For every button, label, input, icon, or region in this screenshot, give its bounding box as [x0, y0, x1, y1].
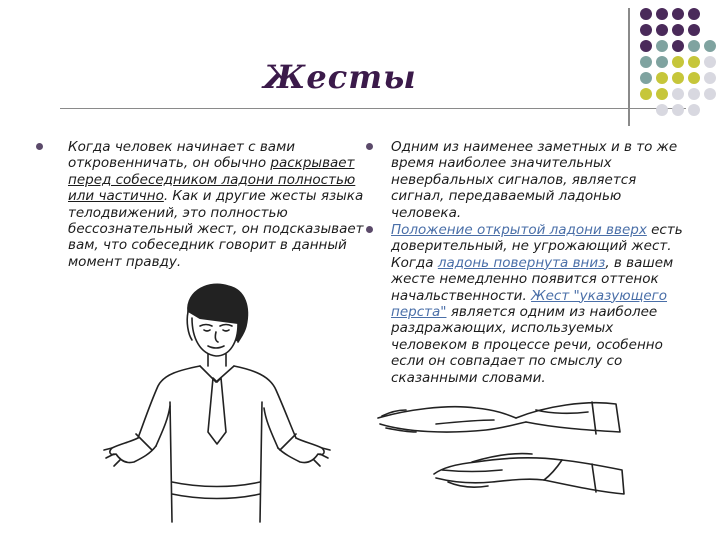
right-text-part: является одним из наиболее раздражающих, используемых человеком в процессе речи, особенно если он совпадает по смыслу со сказанными словами.: [391, 304, 663, 386]
right-paragraphs: [391, 139, 693, 386]
open-palms-link[interactable]: раскрывает перед собеседником ладони полностью или частично: [68, 155, 356, 205]
right-text-part: , в вашем жесте немедленно появится оттенок начальственности.: [391, 254, 674, 304]
pointing-finger-link[interactable]: Жест "указующего перста": [391, 287, 668, 321]
palm-up-link[interactable]: Положение открытой ладони вверх: [391, 222, 647, 239]
right-paragraph-1: Одним из наименее заметных и в то же время наиболее значительных невербальных сигналов, является сигнал, передаваемый ладонью человека.: [391, 139, 678, 221]
right-text-part: есть доверительный, не угрожающий жест. Когда: [391, 222, 683, 271]
palm-down-link[interactable]: ладонь повернута вниз: [437, 254, 606, 271]
left-text-part: . Как и другие жесты языка телодвижений, это полностью бессознательный жест, он подсказывает вам, что собеседник говорит в данный момент правду.: [68, 188, 364, 270]
left-paragraph: [68, 139, 368, 270]
bullet-icon: [36, 143, 43, 150]
palm-up-hand-illustration: [376, 388, 636, 444]
man-open-palms-illustration: [100, 282, 340, 540]
palm-down-hand-illustration: [432, 448, 632, 498]
decor-horizontal-line: [60, 108, 686, 109]
slide-title: Жесты: [263, 58, 417, 96]
right-paragraph-2: [391, 222, 693, 386]
left-text-part: Когда человек начинает с вами откровенничать, он обычно: [68, 139, 296, 172]
